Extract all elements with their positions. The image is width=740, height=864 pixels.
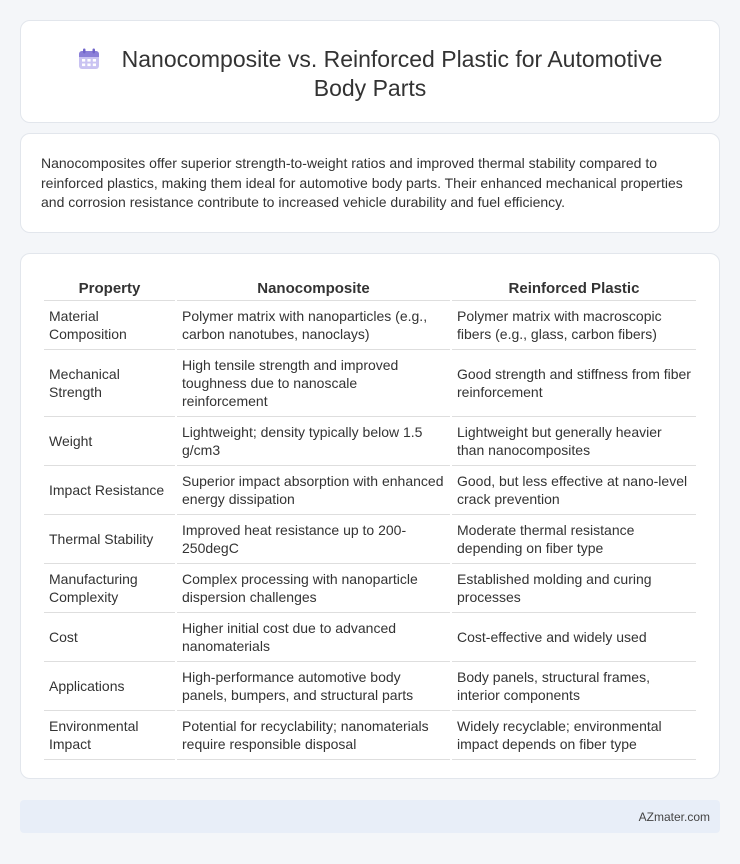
table-row — [44, 301, 696, 350]
nanocomposite-cell: High tensile strength and improved toughness due to nanoscale reinforcement — [177, 350, 450, 417]
reinforced-plastic-cell: Moderate thermal resistance depending on fiber type — [452, 515, 696, 564]
table-row — [44, 613, 696, 662]
footer — [20, 800, 720, 833]
comparison-table — [42, 275, 698, 760]
reinforced-plastic-cell: Good, but less effective at nano-level crack prevention — [452, 466, 696, 515]
nanocomposite-cell: Lightweight; density typically below 1.5 g/cm3 — [177, 417, 450, 466]
nanocomposite-cell: Higher initial cost due to advanced nanomaterials — [177, 613, 450, 662]
property-cell: Applications — [44, 662, 175, 711]
nanocomposite-cell: Potential for recyclability; nanomaterials require responsible disposal — [177, 711, 450, 760]
nanocomposite-cell: Improved heat resistance up to 200-250degC — [177, 515, 450, 564]
reinforced-plastic-cell: Polymer matrix with macroscopic fibers (e.g., glass, carbon fibers) — [452, 301, 696, 350]
property-cell: Impact Resistance — [44, 466, 175, 515]
header-reinforced-plastic: Reinforced Plastic — [452, 275, 696, 301]
reinforced-plastic-cell: Cost-effective and widely used — [452, 613, 696, 662]
table-header-row — [44, 275, 696, 301]
reinforced-plastic-cell: Body panels, structural frames, interior components — [452, 662, 696, 711]
property-cell: Weight — [44, 417, 175, 466]
property-cell: Thermal Stability — [44, 515, 175, 564]
property-cell: Mechanical Strength — [44, 350, 175, 417]
table-row — [44, 564, 696, 613]
table-row — [44, 417, 696, 466]
table-row — [44, 350, 696, 417]
reinforced-plastic-cell: Widely recyclable; environmental impact depends on fiber type — [452, 711, 696, 760]
table-row — [44, 466, 696, 515]
header-property: Property — [44, 275, 175, 301]
comparison-table-card — [20, 253, 720, 779]
summary-card — [20, 133, 720, 233]
page-title — [21, 21, 719, 103]
calendar-icon — [78, 48, 100, 70]
title-card — [20, 20, 720, 123]
nanocomposite-cell: Superior impact absorption with enhanced energy dissipation — [177, 466, 450, 515]
nanocomposite-cell: High-performance automotive body panels, bumpers, and structural parts — [177, 662, 450, 711]
property-cell: Cost — [44, 613, 175, 662]
property-cell: Material Composition — [44, 301, 175, 350]
page-title-text: Nanocomposite vs. Reinforced Plastic for Automotive Body Parts — [121, 46, 663, 101]
reinforced-plastic-cell: Good strength and stiffness from fiber reinforcement — [452, 350, 696, 417]
nanocomposite-cell: Complex processing with nanoparticle dispersion challenges — [177, 564, 450, 613]
nanocomposite-cell: Polymer matrix with nanoparticles (e.g., carbon nanotubes, nanoclays) — [177, 301, 450, 350]
summary-text: Nanocomposites offer superior strength-to-weight ratios and improved thermal stability compared to reinforced plastics, making them ideal for automotive body parts. Their enhanced mechanical properties and corrosion resistance contribute to increased vehicle durability and fuel efficiency. — [41, 155, 683, 210]
reinforced-plastic-cell: Lightweight but generally heavier than nanocomposites — [452, 417, 696, 466]
table-row — [44, 711, 696, 760]
property-cell: Manufacturing Complexity — [44, 564, 175, 613]
reinforced-plastic-cell: Established molding and curing processes — [452, 564, 696, 613]
property-cell: Environmental Impact — [44, 711, 175, 760]
table-row — [44, 662, 696, 711]
footer-brand-link[interactable]: AZmater.com — [638, 810, 710, 824]
table-row — [44, 515, 696, 564]
header-nanocomposite: Nanocomposite — [177, 275, 450, 301]
